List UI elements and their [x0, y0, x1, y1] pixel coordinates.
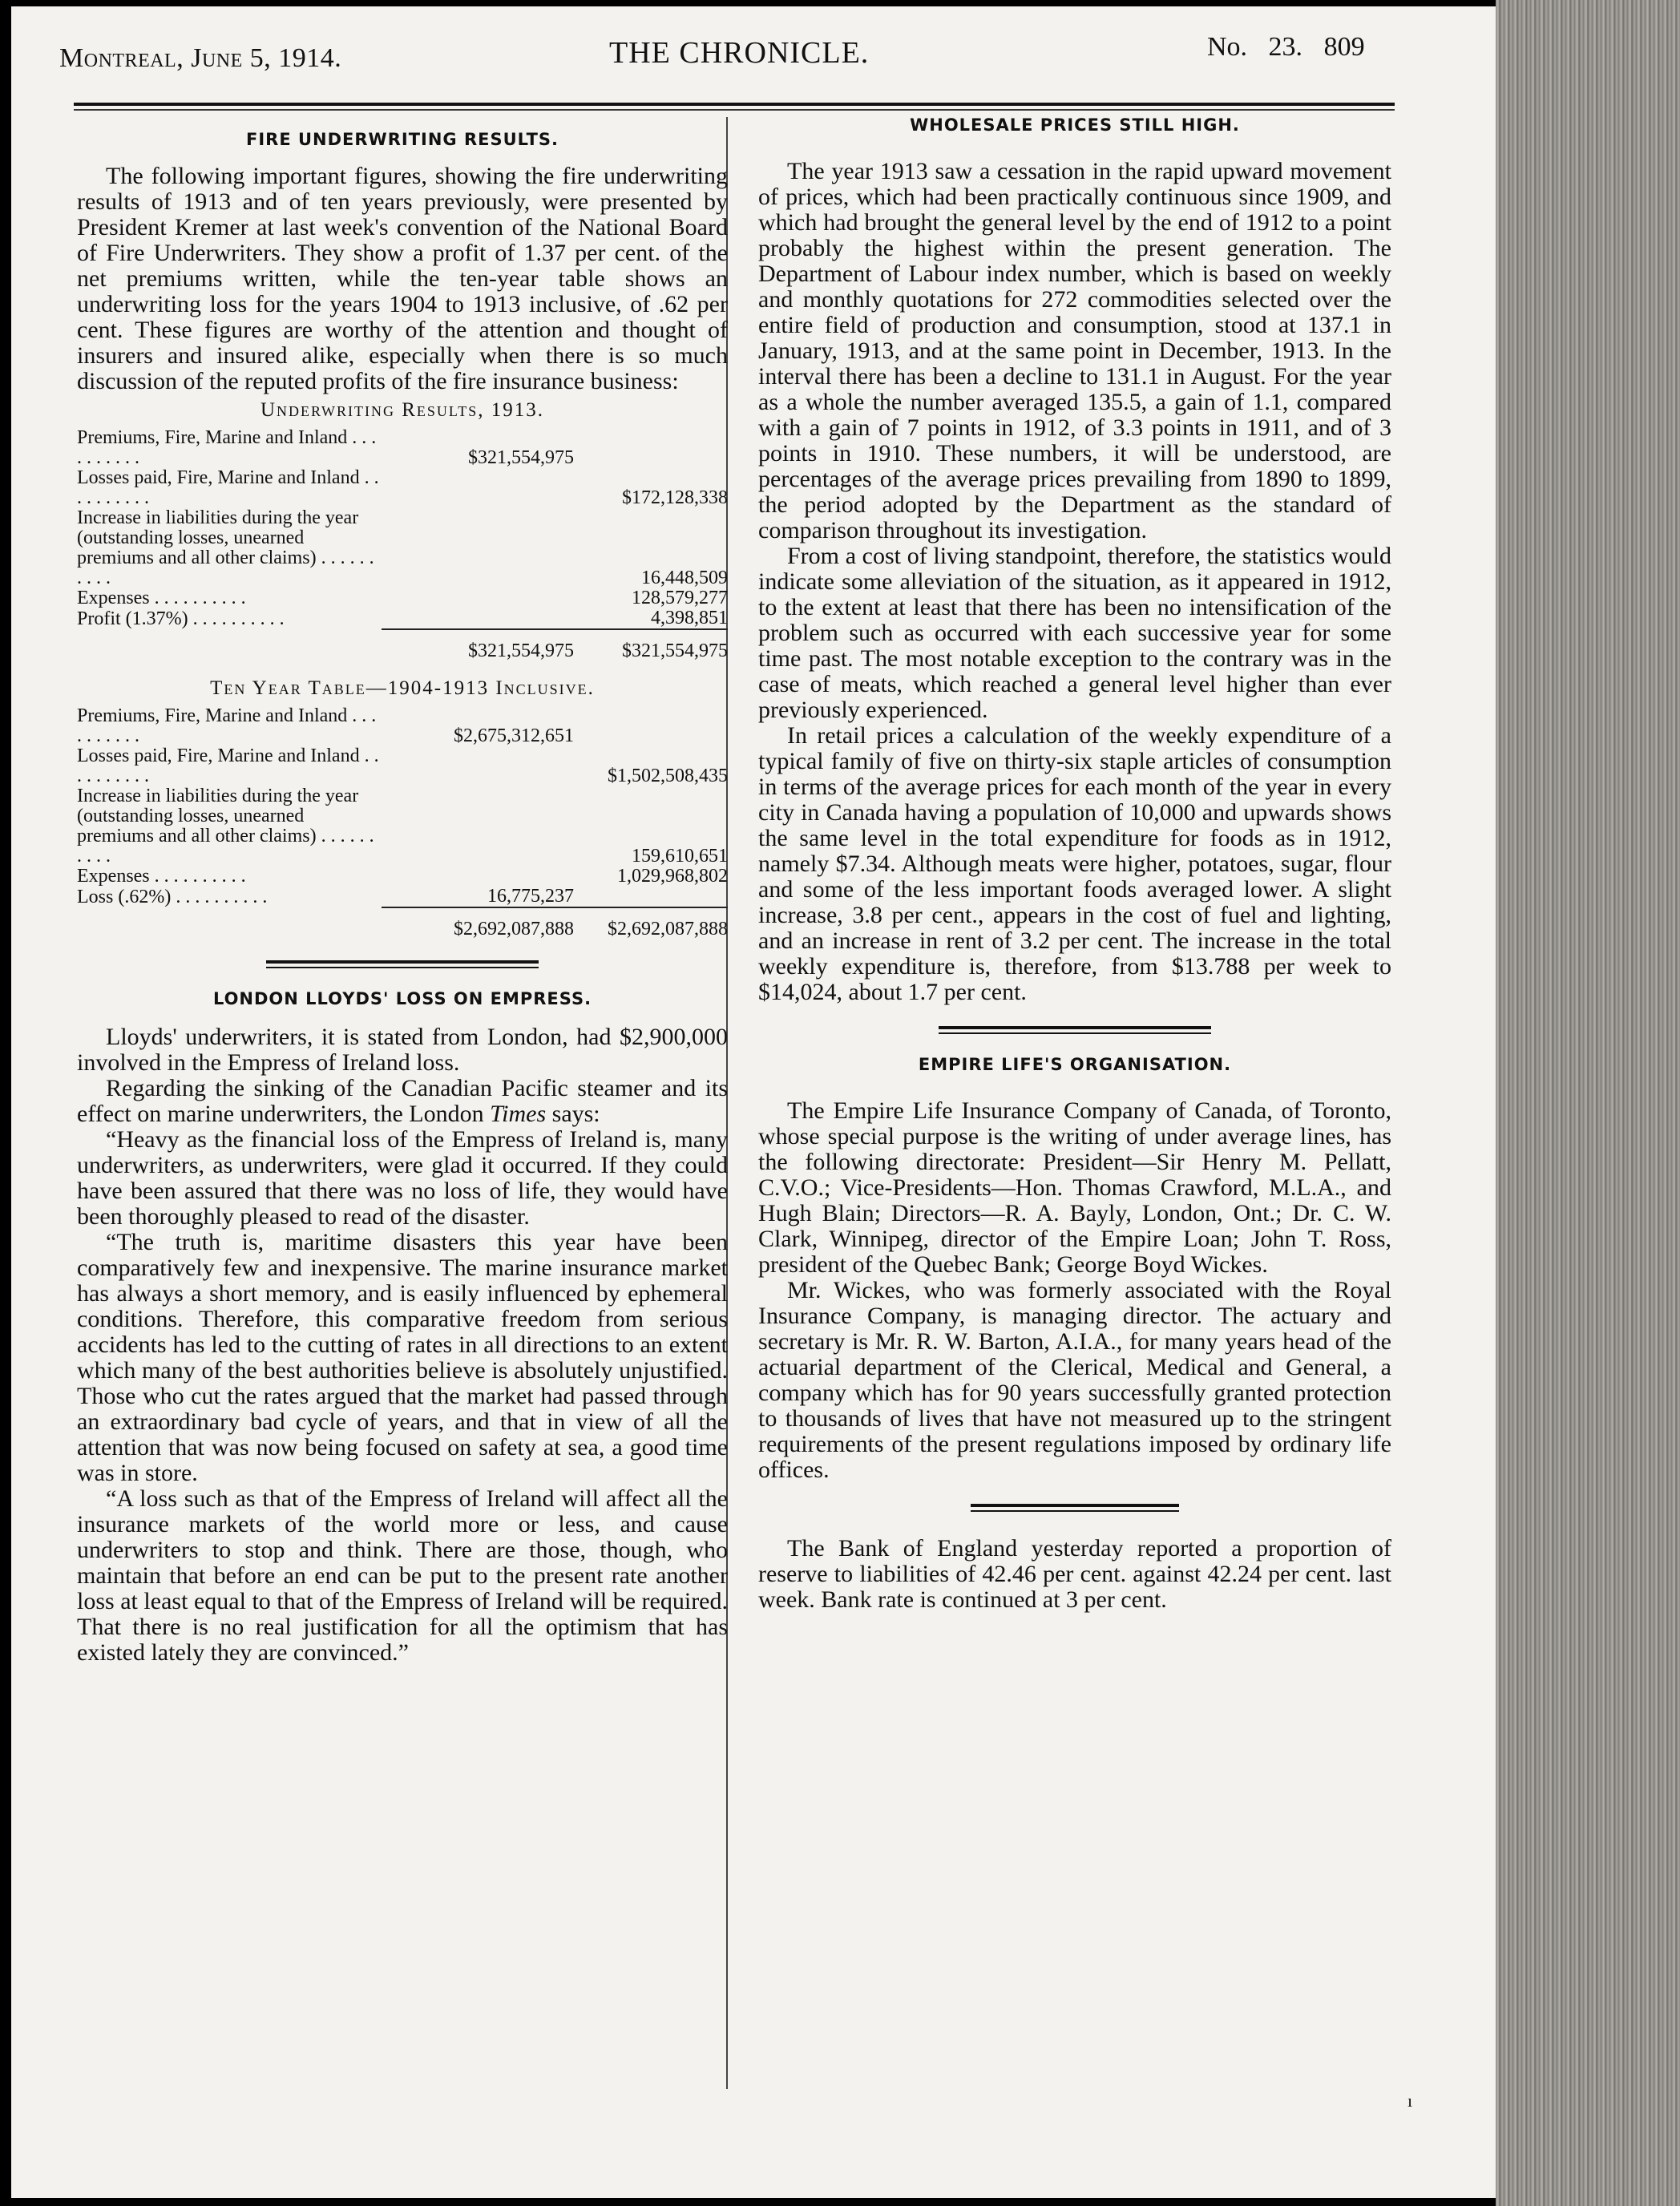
- prices-paragraph: In retail prices a calculation of the weekly expenditure of a typical family of five on thirty-six staple articles of consumption in terms of the average prices for each month of the year in every city in Canada having a population of 10,000 and upwards shows the same level in the total expenditure for foods as in 1912, namely $7.34. Although meats were higher, potatoes, sugar, flour and some of the less important foods averaged lower. A slight increase, 3.8 per cent., appears in the cost of fuel and lighting, and an increase in rent of 3.2 per cent. The increase in the total weekly expenditure is, therefore, from $13.788 per week to $14,024, about 1.7 per cent.: [758, 722, 1391, 1005]
- table-total-row: [77, 907, 728, 939]
- table-row: [77, 746, 728, 786]
- row-value: 128,579,277: [632, 588, 728, 608]
- section-divider: [266, 960, 539, 968]
- bank-paragraph: The Bank of England yesterday reported a proportion of reserve to liabilities of 42.46 per cent. against 42.24 per cent. last week. Bank rate is continued at 3 per cent.: [758, 1535, 1391, 1613]
- left-column: [77, 127, 728, 1666]
- row-value: [382, 786, 574, 867]
- row-value: [382, 746, 574, 786]
- section-divider: [939, 1026, 1211, 1034]
- row-label: Profit (1.37%): [77, 608, 188, 629]
- row-value: [574, 706, 728, 746]
- empire-heading: EMPIRE LIFE'S ORGANISATION.: [918, 1055, 1232, 1074]
- table-row: [77, 786, 728, 867]
- row-value: [574, 887, 728, 907]
- row-value: $172,128,338: [622, 487, 728, 508]
- row-value: 159,610,651: [632, 846, 728, 867]
- header-rule: [74, 103, 1395, 106]
- row-value: 4,398,851: [651, 608, 728, 628]
- fire-heading: FIRE UNDERWRITING RESULTS.: [246, 130, 559, 149]
- prices-paragraph: The year 1913 saw a cessation in the rapid upward movement of prices, which had been practically continuous since 1909, and which had brought the general level by the end of 1912 to a point probably the highest within the present generation. The Department of Labour index number, which is based on weekly and monthly quotations for 272 commodities selected over the entire field of production and consumption, stood at 137.1 in January, 1913, and at the same point in December, 1913. In the interval there has been a decline to 131.1 in August. For the year as a whole the number averaged 135.5, a gain of 1.1, compared with a gain of 7 points in 1912, of 3.3 points in 1911, and of 3 points in 1910. These numbers, it will be understood, are percentages of the average prices prevailing from 1890 to 1899, the period adopted by the Department as the standard of comparison throughout its investigation.: [758, 158, 1391, 543]
- header-title: THE CHRONICLE.: [609, 36, 870, 70]
- table-row: [77, 428, 728, 468]
- total-value: $321,554,975: [574, 629, 728, 661]
- table-row: [77, 468, 728, 508]
- row-label: Premiums, Fire, Marine and Inland: [77, 705, 348, 726]
- empire-paragraph: The Empire Life Insurance Company of Canada, of Toronto, whose special purpose is the writing of under average lines, has the following directorate: President—Sir Henry M. Pellatt, C.V.O.; Vice-Presidents—Hon. Thomas Crawford, M.L.A., and Hugh Blain; Directors—R. A. Bayly, London, Ont.; Dr. C. W. Clark, Winnipeg, director of the Empire Loan; John T. Ross, president of the Quebec Bank; George Boyd Wickes.: [758, 1097, 1391, 1278]
- row-label: Losses paid, Fire, Marine and Inland: [77, 467, 360, 488]
- row-value: 16,775,237: [487, 886, 574, 907]
- stray-mark: ı: [1407, 2091, 1413, 2111]
- row-value: $1,502,508,435: [608, 766, 728, 786]
- table-row: [77, 706, 728, 746]
- prices-paragraph: From a cost of living standpoint, therefore, the statistics would indicate some alleviation of the situation, as it appeared in 1912, to the extent at least that there has been no intensification of the problem such as occurred with each successive year for some time past. The most notable exception to the contrary was in the case of meats, which reached a general level higher than ever previously experienced.: [758, 543, 1391, 723]
- page-number: 809: [1323, 32, 1365, 62]
- prices-heading: WHOLESALE PRICES STILL HIGH.: [910, 115, 1240, 135]
- row-value: [382, 468, 574, 508]
- row-value: [574, 428, 728, 468]
- lloyds-quote: “A loss such as that of the Empress of Ireland will affect all the insurance markets of the world more or less, and cause underwriters to stop and think. There are those, though, who maintain that before an end can be put to the present rate another loss at least equal to that of the Empress of Ireland will be required. That there is no real justification for all the optimism that has existed lately they are convinced.”: [77, 1485, 728, 1666]
- row-value: [382, 608, 574, 629]
- row-label: Expenses: [77, 588, 150, 608]
- header-place-date: Montreal, June 5, 1914.: [59, 43, 342, 73]
- row-value: [382, 508, 574, 588]
- issue-number: No. 23.: [1207, 32, 1303, 62]
- table-row: [77, 887, 728, 907]
- row-label: Losses paid, Fire, Marine and Inland: [77, 745, 360, 766]
- fire-intro: The following important figures, showing the fire underwriting results of 1913 and of ten years previously, were presented by President Kremer at last week's convention of the National Board of Fire Underwriters. They show a profit of 1.37 per cent. of the net premiums written, while the ten-year table shows an underwriting loss for the years 1904 to 1913 inclusive, of .62 per cent. These figures are worthy of the attention and thought of insurers and insured alike, especially when there is so much discussion of the reputed profits of the fire insurance business:: [77, 163, 728, 394]
- table-row: [77, 588, 728, 608]
- lloyds-paragraph: Regarding the sinking of the Canadian Pacific steamer and its effect on marine underwriters, the London Times says:: [77, 1075, 728, 1127]
- row-label: Expenses: [77, 866, 150, 887]
- row-value: 1,029,968,802: [617, 866, 728, 887]
- table-ten-year: [77, 706, 728, 939]
- lloyds-quote: “The truth is, maritime disasters this year have been comparatively few and inexpensive. The marine insurance market has always a short memory, and is easily influenced by ephemeral conditions. Therefore, this comparative freedom from serious accidents has led to the cutting of rates in all directions to an extent which many of the best authorities believe is absolutely unjustified. Those who cut the rates argued that the market had passed through an extraordinary bad cycle of years, and that in view of all the attention that was now being focused on safety at sea, a good time was in store.: [77, 1229, 728, 1486]
- empire-paragraph: Mr. Wickes, who was formerly associated with the Royal Insurance Company, is managing director. The actuary and secretary is Mr. R. W. Barton, A.I.A., for many years head of the actuarial department of the Clerical, Medical and General, a company which has for 90 years successfully granted protection to thousands of lives that have not measured up to the stringent requirements of the present regulations imposed by ordinary life offices.: [758, 1277, 1391, 1483]
- table-1913: [77, 428, 728, 661]
- table-row: [77, 608, 728, 629]
- row-value: 16,448,509: [641, 568, 728, 588]
- row-value: [382, 867, 574, 887]
- lloyds-paragraph: Lloyds' underwriters, it is stated from London, had $2,900,000 involved in the Empress of Ireland loss.: [77, 1024, 728, 1076]
- total-value: $2,692,087,888: [382, 907, 574, 939]
- row-value: [382, 588, 574, 608]
- table-row: [77, 867, 728, 887]
- table-total-row: [77, 629, 728, 661]
- section-divider: [971, 1504, 1179, 1512]
- row-label: Increase in liabilities during the year (outstanding losses, unearned premiums and all other claims): [77, 507, 359, 568]
- table-row: [77, 508, 728, 588]
- total-value: $2,692,087,888: [574, 907, 728, 939]
- lloyds-quote: “Heavy as the financial loss of the Empress of Ireland is, many underwriters, as underwriters, were glad it occurred. If they could have been assured that there was no loss of life, they would have been thoroughly pleased to read of the disaster.: [77, 1126, 728, 1230]
- table1-title: Underwriting Results, 1913.: [260, 399, 545, 421]
- header-rule-thin: [74, 109, 1395, 111]
- table2-title: Ten Year Table—1904-1913 Inclusive.: [210, 677, 595, 699]
- right-column: [758, 112, 1391, 1613]
- row-value: $2,675,312,651: [454, 725, 574, 746]
- lloyds-heading: LONDON LLOYDS' LOSS ON EMPRESS.: [212, 989, 592, 1008]
- row-label: Premiums, Fire, Marine and Inland: [77, 427, 348, 448]
- row-label: Loss (.62%): [77, 887, 172, 907]
- header-number: [1207, 32, 1365, 63]
- total-value: $321,554,975: [382, 629, 574, 661]
- book-page-edges: [1496, 0, 1680, 2206]
- row-label: Increase in liabilities during the year (outstanding losses, unearned premiums and all other claims): [77, 786, 359, 846]
- row-value: $321,554,975: [468, 447, 574, 468]
